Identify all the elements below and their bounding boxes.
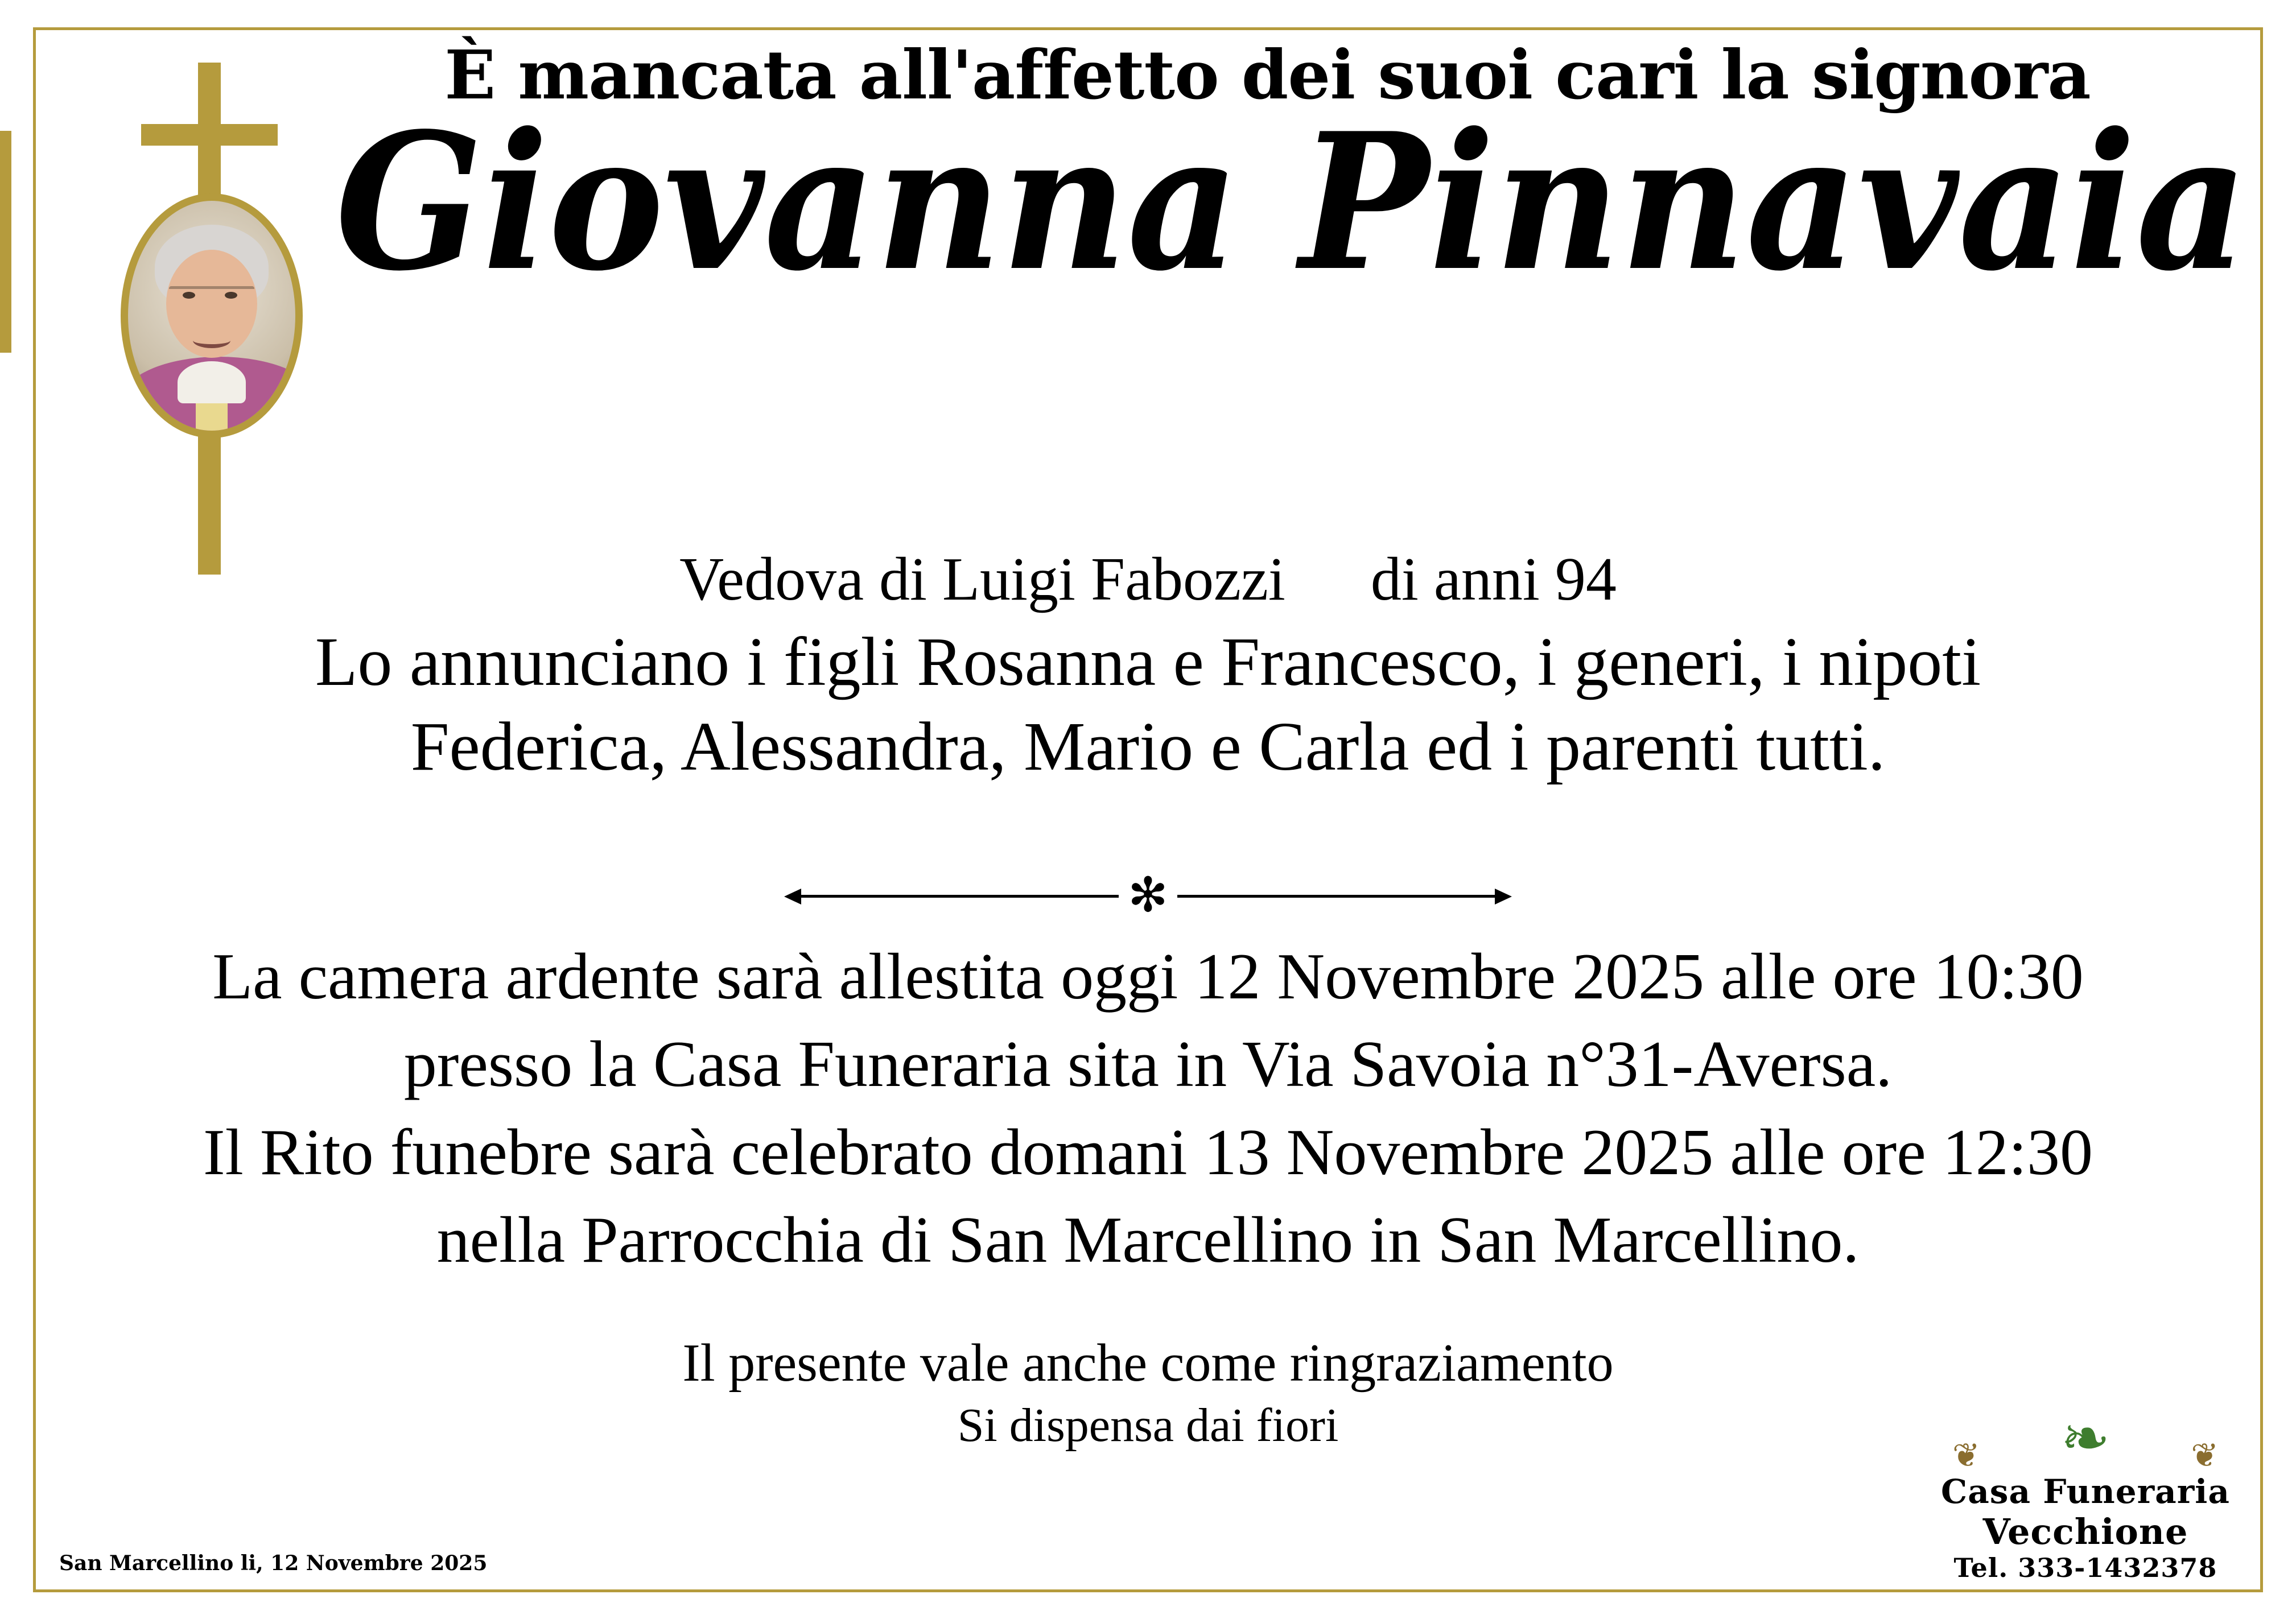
announcement-line-1: Lo annunciano i figli Rosanna e Francesco, i generi, i nipoti bbox=[315, 623, 1981, 700]
poster-content bbox=[46, 34, 2250, 1583]
portrait-collar bbox=[178, 361, 246, 403]
portrait-mouth bbox=[193, 333, 230, 348]
pope-portrait-image bbox=[121, 193, 303, 438]
divider-bar-right bbox=[1177, 895, 1496, 898]
announcement-block bbox=[57, 620, 2239, 790]
details-line-3: Il Rito funebre sarà celebrato domani 13 Novembre 2025 alle ore 12:30 bbox=[203, 1116, 2093, 1189]
announcement-line-2: Federica, Alessandra, Mario e Carla ed i parenti tutti. bbox=[410, 708, 1886, 785]
funeral-home-logo bbox=[1926, 1406, 2245, 1583]
bird-icon: ❧ bbox=[2060, 1406, 2110, 1472]
closing-block bbox=[57, 1331, 2239, 1455]
details-line-2: presso la Casa Funeraria sita in Via Savoia n°31-Aversa. bbox=[403, 1028, 1893, 1101]
details-line-1: La camera ardente sarà allestita oggi 12 Novembre 2025 alle ore 10:30 bbox=[212, 940, 2084, 1013]
spouse-text: Vedova di Luigi Fabozzi bbox=[679, 546, 1285, 613]
logo-line-2: Vecchione bbox=[1982, 1511, 2188, 1552]
ornamental-divider bbox=[46, 869, 2250, 922]
spouse-and-age-line bbox=[46, 546, 2250, 614]
flourish-right-icon: ❦ bbox=[2191, 1437, 2219, 1474]
thanks-text: Il presente vale anche come ringraziamento bbox=[682, 1333, 1614, 1393]
deceased-name: Giovanna Pinnavaia bbox=[335, 92, 2248, 312]
divider-bar-left bbox=[800, 895, 1119, 898]
flourish-left-icon: ❦ bbox=[1952, 1437, 1980, 1474]
portrait-eye-left bbox=[183, 292, 195, 299]
details-line-4: nella Parrocchia di San Marcellino in San Marcellino. bbox=[436, 1203, 1860, 1277]
ceremony-details-block bbox=[57, 933, 2239, 1284]
intro-text: È mancata all'affetto dei suoi cari la signora bbox=[444, 35, 2091, 114]
divider-star-icon: ✻ bbox=[1128, 869, 1168, 922]
place-and-date: San Marcellino li, 12 Novembre 2025 bbox=[59, 1551, 488, 1575]
portrait-glasses bbox=[169, 286, 254, 308]
logo-phone: Tel. 333-1432378 bbox=[1953, 1552, 2217, 1583]
logo-mark bbox=[1926, 1406, 2245, 1474]
portrait-eye-right bbox=[225, 292, 237, 299]
age-text: di anni 94 bbox=[1370, 546, 1617, 613]
left-gold-strip bbox=[0, 131, 11, 353]
logo-line-1: Casa Funeraria bbox=[1941, 1472, 2230, 1511]
no-flowers-text: Si dispensa dai fiori bbox=[957, 1398, 1339, 1452]
cross-and-portrait bbox=[97, 57, 313, 580]
cross-crossbar-icon bbox=[141, 124, 278, 146]
